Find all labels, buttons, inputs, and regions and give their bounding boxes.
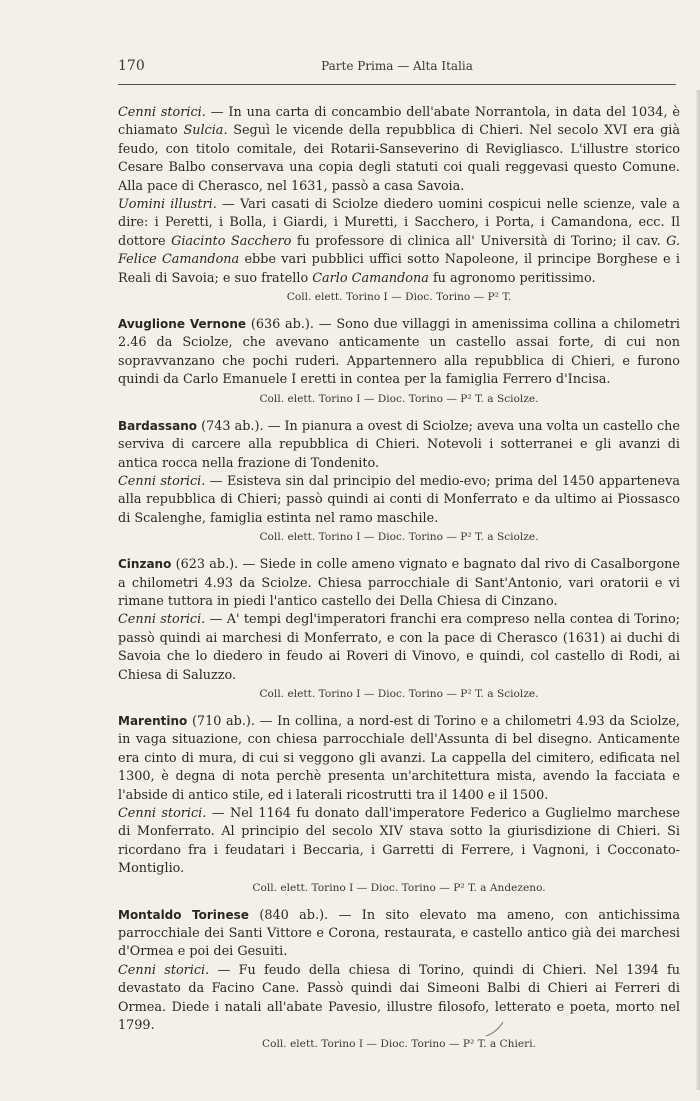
entry-title: Avuglione Vernone bbox=[118, 317, 247, 332]
entry-avuglione-vernone: Avuglione Vernone (636 ab.). — Sono due villaggi in amenissima collina a chilometri 2.46 da Sciolze, che avevano anticamente un castello assai forte, di cui non sopravvanzano che pochi ruderi. Appartennero alla repubblica di Chieri, e furono quindi da Carlo Emanuele I eretti in contea per la famiglia Ferrero d'Incisa. bbox=[118, 317, 680, 388]
entry-title: Marentino bbox=[118, 713, 188, 728]
coll-elett-line: Coll. elett. Torino I — Dioc. Torino — P² T. bbox=[286, 291, 512, 304]
cenni-storici-label: Cenni storici. bbox=[118, 962, 210, 978]
page-edge-shadow bbox=[696, 90, 700, 1090]
entry-title: Bardassano bbox=[118, 418, 198, 433]
entry-bardassano: Bardassano (743 ab.). — In pianura a ovest di Sciolze; aveva una volta un castello che serviva di carcere alla repubblica di Chieri. Notevoli i sotterranei e gli avanzi di antica rocca nella frazione di Tondenito. bbox=[118, 418, 680, 471]
coll-elett-line: Coll. elett. Torino I — Dioc. Torino — P² T. a Andezeno. bbox=[252, 881, 546, 894]
header-rule bbox=[118, 84, 676, 85]
cenni-storici-label: Cenni storici. bbox=[118, 612, 206, 628]
running-title: Parte Prima — Alta Italia bbox=[321, 59, 473, 73]
cenni-storici-label: Cenni storici. bbox=[118, 105, 206, 120]
coll-elett-line: Coll. elett. Torino I — Dioc. Torino — P² T. a Sciolze. bbox=[259, 392, 539, 405]
entry-title: Cinzano bbox=[118, 557, 172, 572]
cinzano-cenni-storici: Cenni storici. — A' tempi degl'imperatori franchi era compreso nella contea di Torino; passò quindi ai marchesi di Monferrato, e con la pace di Cherasco (1631) ai duchi di Savoia che lo diedero in feudo ai Roveri di Vinovo, e quindi, col castello di Rodi, ai Chiesa di Saluzzo. bbox=[118, 612, 680, 683]
pencil-mark-icon bbox=[484, 1018, 506, 1040]
coll-elett-line: Coll. elett. Torino I — Dioc. Torino — P² T. a Sciolze. bbox=[259, 531, 539, 544]
cenni-storici-label: Cenni storici. bbox=[118, 806, 207, 821]
montaldo-cenni-storici: Cenni storici. — Fu feudo della chiesa di Torino, quindi di Chieri. Nel 1394 fu devastato da Facino Cane. Passò quindi dai Simeoni Balbi di Chieri ai Ferreri di Ormea. Diede i natali all'abate Pavesio, illustre filosofo, letterato e poeta, morto nel 1799. bbox=[118, 962, 680, 1034]
marentino-cenni-storici: Cenni storici. — Nel 1164 fu donato dall'imperatore Federico a Guglielmo marchese di Monferrato. Al principio del secolo XIV stava sotto la giurisdizione di Chieri. Si ricordano fra i feudatari i Beccaria, i Garretti di Ferrere, i Vagnoni, i Cocconato-Montiglio. bbox=[118, 806, 680, 877]
bardassano-cenni-storici: Cenni storici. — Esisteva sin dal principio del medio-evo; prima del 1450 apparteneva alla repubblica di Chieri; passò quindi ai conti di Monferrato e da ultimo ai Piossasco di Scalenghe, famiglia estinta nel ramo maschile. bbox=[118, 473, 680, 526]
entry-cinzano: Cinzano (623 ab.). — Siede in colle ameno vignato e bagnato dal rivo di Casalborgone a chilometri 4.93 da Sciolze. Chiesa parrocchiale di Sant'Antonio, vari oratorii e vi rimane tuttora in piedi l'antico castello dei Della Chiesa di Cinzano. bbox=[118, 557, 680, 609]
entry-montaldo-torinese: Montaldo Torinese (840 ab.). — In sito elevato ma ameno, con antichissima parrocchiale dei Santi Vittore e Corona, restaurata, e castello antico già dei marchesi d'Ormea e poi dei Gesuiti. bbox=[118, 907, 680, 960]
page-number: 170 bbox=[118, 58, 145, 74]
page-body bbox=[118, 104, 680, 1052]
sciolze-cenni-storici: Cenni storici. — In una carta di concambio dell'abate Norrantola, in data del 1034, è chiamato Sulcia. Seguì le vicende della repubblica di Chieri. Nel secolo XVI era già feudo, con titolo comitale, dei Rotarii-Sanseverino di Revigliasco. L'illustre storico Cesare Balbo conservava una copia degli statuti coi quali reggevasi questo Comune. Alla pace di Cherasco, nel 1631, passò a casa Savoia. bbox=[118, 105, 681, 194]
entry-marentino: Marentino (710 ab.). — In collina, a nord-est di Torino e a chilometri 4.93 da Sciolze, in vaga situazione, con chiesa parrocchiale dell'Assunta di bel disegno. Anticamente era cinto di mura, di cui si veggono gli avanzi. La cappella del cimitero, edificata nel 1300, è degna di nota perchè presenta un'architettura mista, avendo la facciata e l'abside di antico stile, ed i laterali ricostrutti tra il 1400 e il 1500. bbox=[118, 713, 680, 803]
cenni-storici-label: Cenni storici. bbox=[118, 473, 206, 489]
coll-elett-line: Coll. elett. Torino I — Dioc. Torino — P² T. a Chieri. bbox=[262, 1038, 536, 1051]
sciolze-uomini-illustri: Uomini illustri. — Vari casati di Sciolze diedero uomini cospicui nelle scienze, vale a dire: i Peretti, i Bolla, i Giardi, i Muretti, i Sacchero, i Porta, i Camandona, ecc. Il dottore Giacinto Sacchero fu professore di clinica all' Università di Torino; il cav. G. Felice Camandona ebbe vari pubblici uffici sotto Napoleone, il principe Borghese e i Reali di Savoia; e suo fratello Carlo Camandona fu agronomo peritissimo. bbox=[118, 197, 681, 286]
page-header bbox=[118, 58, 676, 80]
entry-title: Montaldo Torinese bbox=[118, 907, 249, 922]
uomini-illustri-label: Uomini illustri. bbox=[118, 197, 217, 213]
coll-elett-line: Coll. elett. Torino I — Dioc. Torino — P² T. a Sciolze. bbox=[259, 687, 539, 700]
